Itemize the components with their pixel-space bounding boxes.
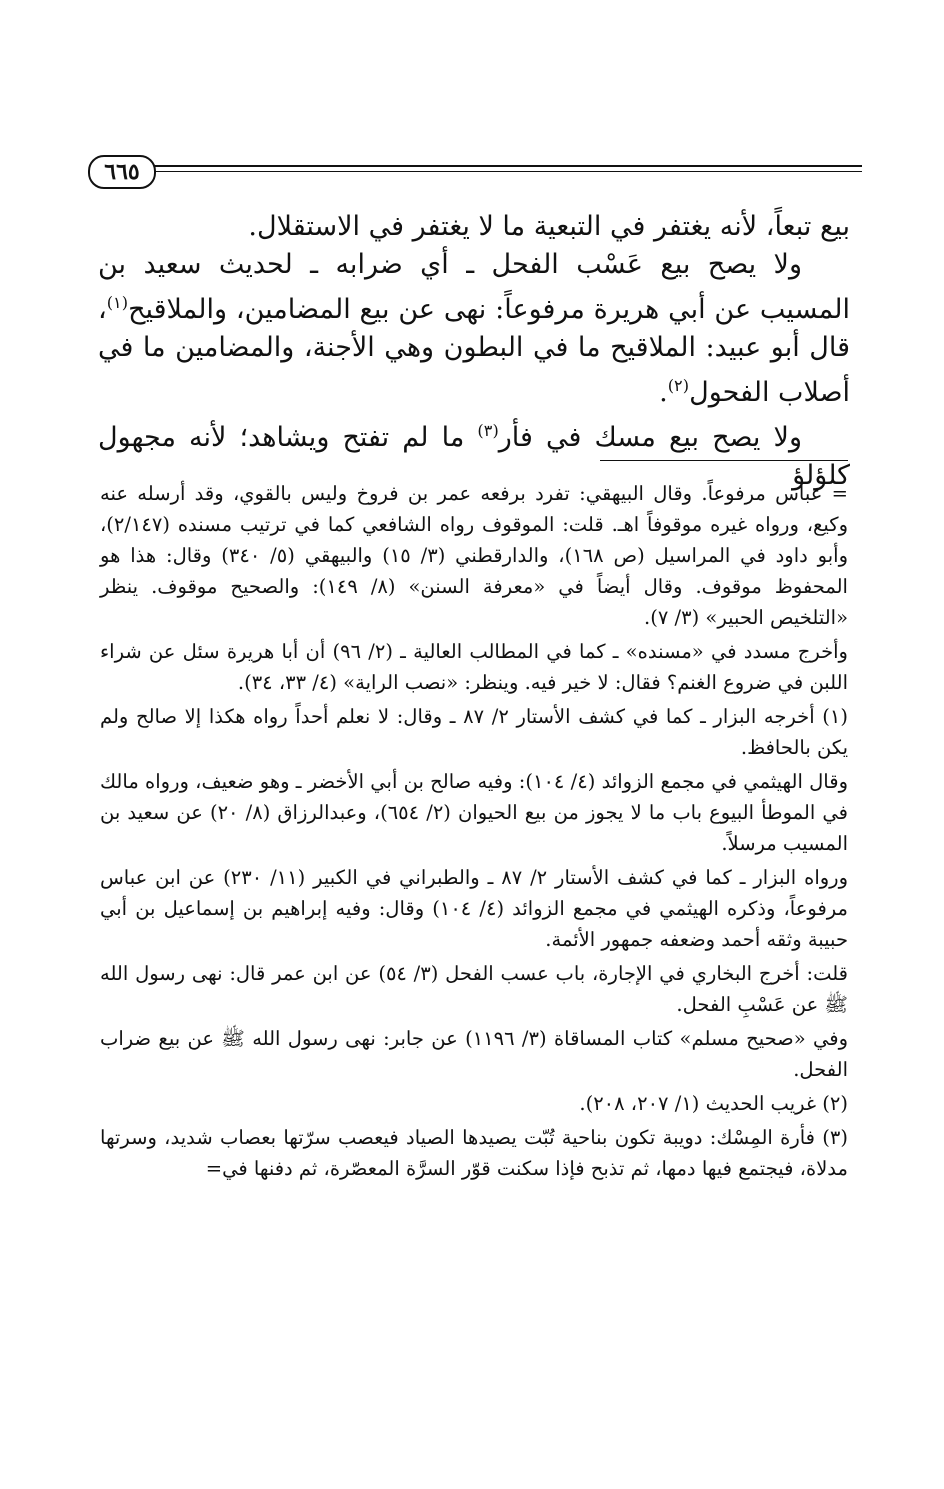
main-paragraph-1: بيع تبعاً، لأنه يغتفر في التبعية ما لا يغتفر في الاستقلال. [248,211,850,242]
footnote-ref-2[interactable]: (٢) [667,376,690,395]
footnote-1-d: قلت: أخرج البخاري في الإجارة، باب عسب الفحل (٣/ ٥٤) عن ابن عمر قال: نهى رسول الله ﷺ عن عَسْبِ الفحل. [100,962,848,1016]
main-text [98,208,850,495]
header-rule [150,165,862,172]
footnote-continuation-2: وأخرج مسدد في «مسنده» ـ كما في المطالب العالية ـ (٢/ ٩٦) أن أبا هريرة سئل عن شراء اللبن في ضروع الغنم؟ فقال: لا خير فيه. وينظر: «نصب الراية» (٤/ ٣٣، ٣٤). [100,640,848,694]
main-paragraph-3-part-a: ولا يصح بيع مسك في فأر [498,422,802,453]
page-header [88,150,862,194]
footnote-2: (٢) غريب الحديث (١/ ٢٠٧، ٢٠٨). [579,1092,848,1115]
footnote-3: (٣) فأرة المِسْك: دويبة تكون بناحية تُبّت يصيدها الصياد فيعصب سرّتها بعصاب شديد، وسرتها مدلاة، فيجتمع فيها دمها، ثم تذبح فإذا سكنت قوّر السرَّة المعصّرة، ثم دفنها في= [100,1126,848,1180]
footnote-continuation-1: = عباس مرفوعاً. وقال البيهقي: تفرد برفعه عمر بن فروخ وليس بالقوي، وقد أرسله عنه وكيع، ورواه غيره موقوفاً اهـ. قلت: الموقوف رواه الشافعي كما في ترتيب مسنده (٢/١٤٧)، وأبو داود في المراسيل (ص ١٦٨)، والدارقطني (٣/ ١٥) والبيهقي (٥/ ٣٤٠) وقال: هذا هو المحفوظ موقوف. وقال أيضاً في «معرفة السنن» (٨/ ١٤٩): والصحيح موقوف. ينظر «التلخيص الحبير» (٣/ ٧). [100,482,849,629]
footnote-1-e: وفي «صحيح مسلم» كتاب المساقاة (٣/ ١١٩٦) عن جابر: نهى رسول الله ﷺ عن بيع ضراب الفحل. [100,1027,848,1081]
page-number: ٦٦٥ [88,155,156,189]
main-paragraph-3-part-b: ما لم تفتح ويشاهد؛ لأنه مجهول كلؤلؤ [98,422,850,491]
footnote-1-c: ورواه البزار ـ كما في كشف الأستار ٢/ ٨٧ ـ والطبراني في الكبير (١١/ ٢٣٠) عن ابن عباس مرفوعاً، وذكره الهيثمي في مجمع الزوائد (٤/ ١٠٤) وقال: وفيه إبراهيم بن إسماعيل بن أبي حبيبة وثقه أحمد وضعفه جمهور الأئمة. [100,866,848,951]
main-paragraph-2 [98,246,850,412]
main-paragraph-2-part-c: . [659,377,668,408]
footnote-ref-1[interactable]: (١) [106,293,129,312]
footnotes [100,478,848,1187]
footnote-ref-3[interactable]: (٣) [477,421,499,440]
footnote-separator [600,460,848,461]
footnote-1-a: (١) أخرجه البزار ـ كما في كشف الأستار ٢/ ٨٧ ـ وقال: لا نعلم أحداً رواه هكذا إلا صالح ولم يكن بالحافظ. [100,705,848,759]
main-paragraph-2-part-b: ، قال أبو عبيد: الملاقيح ما في البطون وهي الأجنة، والمضامين ما في أصلاب الفحول [98,294,850,408]
main-paragraph-2-part-a: ولا يصح بيع عَسْب الفحل ـ أي ضرابه ـ لحديث سعيد بن المسيب عن أبي هريرة مرفوعاً: نهى عن بيع المضامين، والملاقيح [98,249,850,325]
footnote-1-b: وقال الهيثمي في مجمع الزوائد (٤/ ١٠٤): وفيه صالح بن أبي الأخضر ـ وهو ضعيف، ورواه مالك في الموطأ البيوع باب ما لا يجوز من بيع الحيوان (٢/ ٦٥٤)، وعبدالرزاق (٨/ ٢٠) عن سعيد بن المسيب مرسلاً. [100,770,848,855]
